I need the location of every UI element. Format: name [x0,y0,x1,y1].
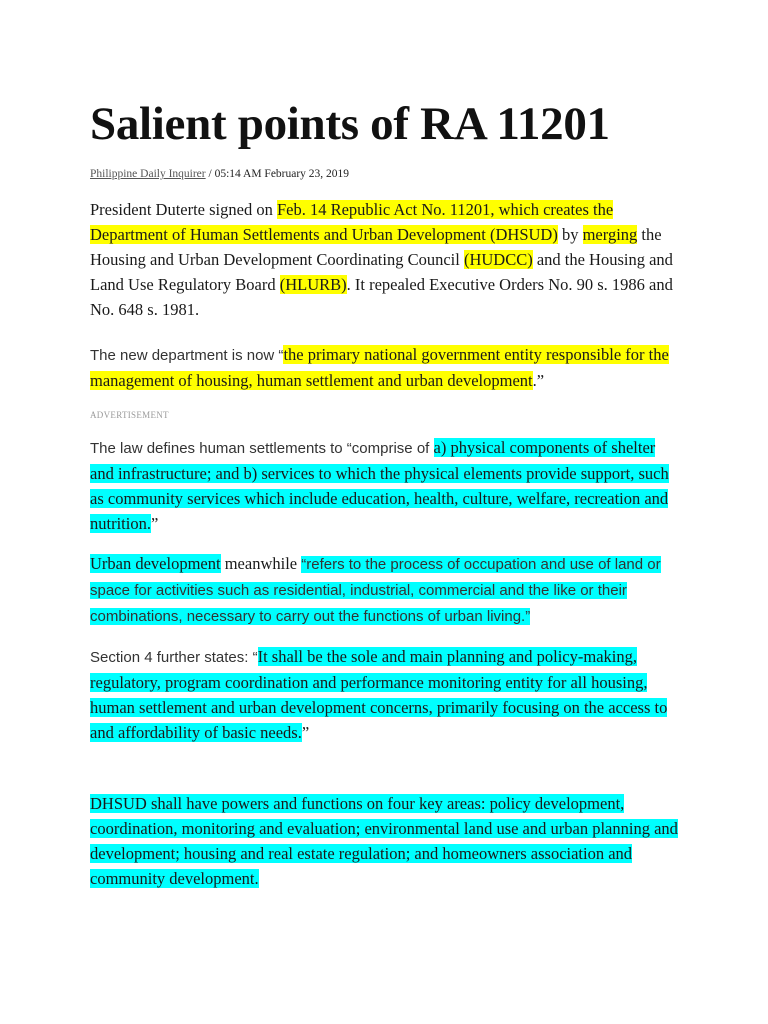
article-title: Salient points of RA 11201 [90,98,610,150]
paragraph-new-department [90,342,678,393]
byline-separator: / [205,168,215,180]
publish-datetime: 05:14 AM February 23, 2019 [214,168,350,180]
text-span: by [557,225,583,244]
paragraph-urban-development [90,551,678,629]
source-link[interactable]: Philippine Daily Inquirer [90,168,206,180]
yellow-highlight: (HUDCC) [463,250,533,269]
text-span: meanwhile [220,554,302,573]
text-span: ” [150,514,159,533]
text-span: Section 4 further states: “ [90,649,258,666]
text-span: . It repealed Executive Orders No. 90 s. 1986 and No. 648 s. 1981. [90,275,673,319]
text-span: The new department is now “ [90,347,284,364]
text-span: .” [532,371,545,390]
yellow-highlight: Feb. 14 Republic Act No. 11201, which creates the Department of Human Settlements and Urban Development (DHSUD) [90,200,614,244]
paragraph-signing [90,197,678,322]
yellow-highlight: (HLURB) [279,275,347,294]
text-span: ” [301,723,310,742]
cyan-highlight: a) physical components of shelter and infrastructure; and b) services to which the physical elements provide support, such as community services which include education, health, culture, welfare, recreation and nutrition. [90,438,669,533]
cyan-highlight: “refers to the process of occupation and use of land or space for activities such as residential, industrial, commercial and the like or their combinations, necessary to carry out the functions of urban living.” [90,556,661,625]
text-span: The law defines human settlements to “comprise of [90,440,434,457]
cyan-highlight: DHSUD shall have powers and functions on four key areas: policy development, coordination, monitoring and evaluation; environmental land use and urban planning and development; housing and real estate regulation; and homeowners association and community development. [90,794,678,888]
paragraph-human-settlements [90,435,678,536]
byline [90,166,678,182]
yellow-highlight: merging [582,225,638,244]
cyan-highlight: It shall be the sole and main planning and policy-making, regulatory, program coordination and performance monitoring entity for all housing, human settlement and urban development concerns, primarily focusing on the access to and affordability of basic needs. [90,647,668,742]
yellow-highlight: the primary national government entity responsible for the management of housing, human settlement and urban development [90,345,669,390]
text-span: and the Housing and Land Use Regulatory Board [90,250,673,294]
paragraph-key-areas [90,791,678,891]
text-span: President Duterte signed on [90,200,277,219]
cyan-highlight: Urban development [90,554,221,573]
text-span: the Housing and Urban Development Coordinating Council [90,225,662,269]
paragraph-section-4 [90,644,678,745]
advertisement-label: ADVERTISEMENT [90,410,169,420]
